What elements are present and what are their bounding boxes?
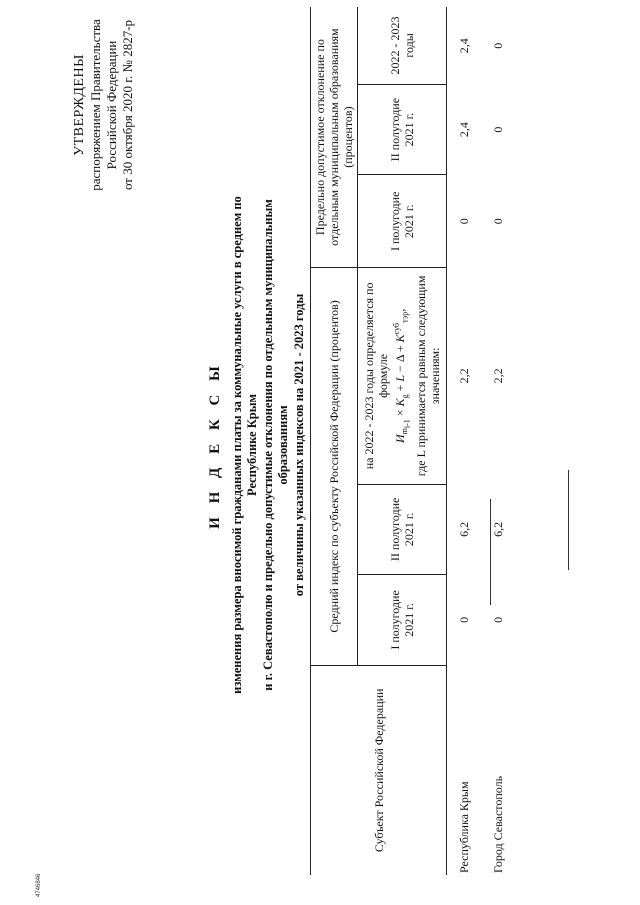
col-h3 <box>358 268 447 484</box>
formula-intro: на 2022 - 2023 годы определяется по формуле <box>361 282 390 470</box>
divider-line <box>490 499 491 605</box>
heading-line: и г. Севастополю и предельно допустимые отклонения по отдельным муниципальным образованиям <box>260 199 290 691</box>
col-h1: I полугодие 2021 г. <box>358 575 447 666</box>
document-stamp: 4746846 <box>36 873 42 897</box>
avg-index-header: Средний индекс по субъекту Российской Федерации (процентов) <box>311 268 358 666</box>
table-row <box>447 7 482 875</box>
heading-title: И Н Д Е К С Ы <box>207 361 223 529</box>
approval-line: Российской Федерации <box>104 40 119 170</box>
col-h4: I полугодие 2021 г. <box>358 175 447 268</box>
deviation-header: Предельно допустимое отклонение по отдельным муниципальным образованиям (процентов) <box>311 7 358 268</box>
table-row <box>481 7 515 875</box>
document-heading <box>208 165 307 725</box>
col-h6: 2022 - 2023 годы <box>358 7 447 84</box>
cell: 2,4 <box>457 38 471 54</box>
cell: 6,2 <box>491 521 505 537</box>
indices-table <box>310 7 515 875</box>
formula-tail: где L принимается равным следующим значениям: <box>414 275 443 477</box>
divider-line <box>568 470 569 570</box>
cell: 2,2 <box>457 368 471 384</box>
cell: 0 <box>457 616 471 623</box>
approval-block <box>72 5 136 205</box>
cell: 2,4 <box>457 122 471 138</box>
cell: 0 <box>491 42 505 49</box>
cell: 0 <box>491 616 505 623</box>
cell: 0 <box>491 218 505 225</box>
cell: 2,2 <box>491 368 505 384</box>
approval-line: от 30 октября 2020 г. № 2827-р <box>120 19 135 191</box>
col-h5: II полугодие 2021 г. <box>358 84 447 175</box>
row-name: Республика Крым <box>457 781 471 873</box>
subject-header: Субъект Российской Федерации <box>311 665 447 875</box>
heading-line: изменения размера вносимой гражданами платы за коммунальные услуги в среднем по Республике Крым <box>229 196 259 694</box>
cell: 0 <box>491 126 505 133</box>
approval-line: распоряжением Правительства <box>88 19 103 191</box>
cell: 0 <box>457 218 471 225</box>
cell: 6,2 <box>457 521 471 537</box>
heading-line: от величины указанных индексов на 2021 - 2023 годы <box>291 293 306 597</box>
formula-expression: $И_{m_{i-1}} \times K_g + L - \Delta + K^{суб}_{тэр}$, <box>391 308 412 443</box>
col-h2: II полугодие 2021 г. <box>358 484 447 575</box>
row-name: Город Севастополь <box>491 775 505 873</box>
header-row <box>311 7 358 875</box>
approval-title: УТВЕРЖДЕНЫ <box>72 54 87 156</box>
